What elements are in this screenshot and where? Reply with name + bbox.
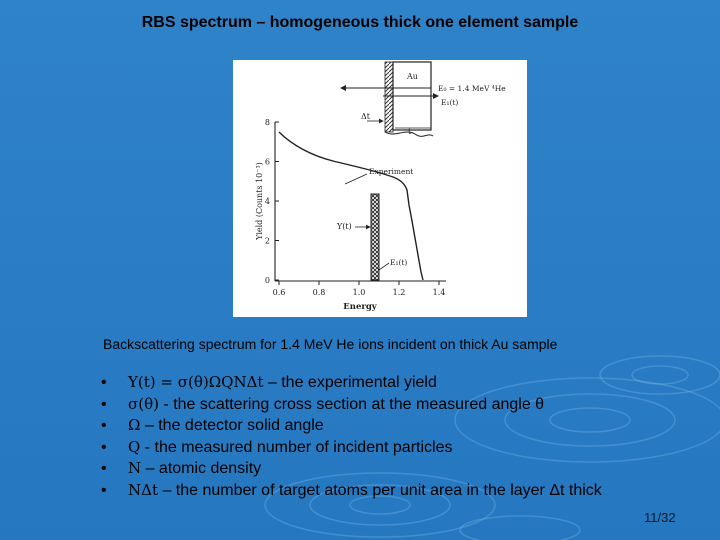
list-item [101, 458, 602, 480]
list-item [101, 372, 602, 394]
rbs-figure [233, 60, 527, 317]
bullet-symbol: Ω [128, 416, 141, 435]
slide-title: RBS spectrum – homogeneous thick one element sample [141, 14, 579, 31]
x-tick-label: 1.0 [352, 288, 366, 297]
figure-caption: Backscattering spectrum for 1.4 MeV He ions incident on thick Au sample [103, 336, 558, 352]
y-tick-label: 2 [264, 236, 270, 246]
bullet-symbol: N [128, 459, 142, 478]
y-tick-label: 8 [264, 118, 270, 127]
bullet-marker: • [101, 460, 107, 478]
bullet-marker: • [101, 438, 107, 456]
yield-channel-bar [371, 194, 379, 280]
bullet-text: - the scattering cross section at the measured angle θ [158, 395, 545, 413]
bullet-symbol: σ(θ) [128, 394, 159, 413]
experiment-label: Experiment [369, 167, 414, 176]
y-tick-label: 6 [264, 157, 270, 167]
list-item [101, 437, 602, 459]
list-item [101, 480, 602, 502]
definition-list [101, 372, 602, 502]
y-tick-label: 0 [264, 276, 270, 285]
x-tick-label: 0.6 [272, 288, 286, 297]
depth-label: t [408, 127, 412, 136]
page-number: 11/32 [644, 510, 676, 525]
x-tick-label: 1.2 [392, 288, 406, 297]
list-item [101, 415, 602, 437]
bullet-symbol: Y(t) = σ(θ)ΩQΝΔt [128, 373, 264, 391]
x-tick-label: 1.4 [432, 288, 446, 297]
target-slab-hatch [385, 62, 393, 132]
target-label: Au [407, 72, 418, 81]
beam-energy-label: E₀ = 1.4 MeV ⁴He [438, 84, 506, 93]
bullet-marker: • [101, 417, 107, 435]
y-axis-label: Yield (Counts 10⁻³) [255, 162, 264, 240]
slab-thickness-label: Δt [361, 112, 370, 121]
rbs-spectrum-diagram [233, 60, 527, 317]
bullet-symbol: NΔt [128, 480, 158, 499]
channel-energy-label: E₁(t) [390, 258, 408, 267]
bullet-text: – the experimental yield [263, 374, 437, 391]
bullet-marker: • [101, 374, 107, 391]
exit-energy-label: E₁(t) [441, 98, 459, 107]
x-axis-label: Energy [343, 302, 377, 312]
list-item [101, 394, 602, 416]
bullet-text: – the number of target atoms per unit area in the layer Δt thick [158, 481, 602, 499]
yield-t-label: Y(t) [337, 222, 352, 231]
bullet-text: - the measured number of incident particles [140, 438, 453, 456]
bullet-marker: • [101, 395, 107, 413]
x-tick-label: 0.8 [312, 288, 326, 297]
bullet-symbol: Q [128, 437, 141, 456]
bullet-marker: • [101, 481, 107, 499]
y-tick-label: 4 [264, 197, 270, 206]
bullet-text: – atomic density [141, 460, 262, 478]
bullet-text: – the detector solid angle [140, 417, 324, 435]
